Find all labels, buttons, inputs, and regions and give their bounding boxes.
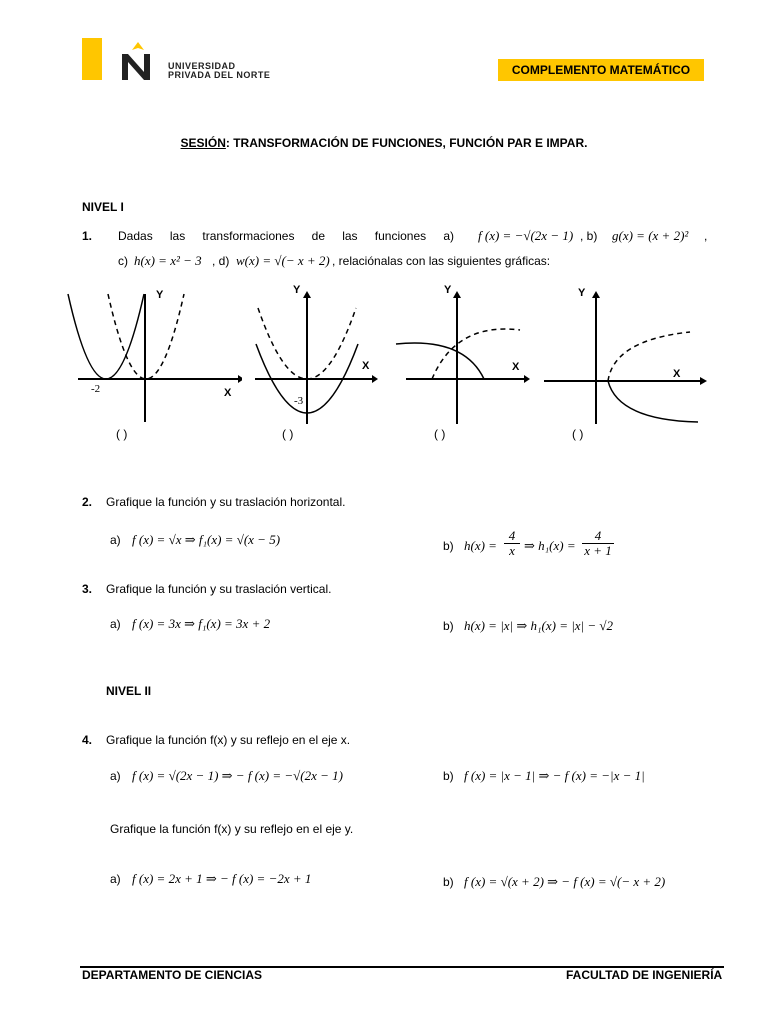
title-prefix: SESIÓN — [180, 136, 226, 150]
q1-text-a: Dadas las transformaciones de las funciones a) — [118, 229, 454, 243]
q2-a-label: a) — [110, 533, 121, 547]
q4-text-2: Grafique la función f(x) y su reflejo en el eje y. — [110, 822, 354, 836]
q4-d-expression: f (x) = √(x + 2) ⇒ − f (x) = √(− x + 2) — [464, 874, 666, 889]
university-line-2: PRIVADA DEL NORTE — [168, 70, 271, 80]
q1-text-c: c) — [118, 254, 128, 268]
graph-4-xlabel: X — [673, 368, 681, 380]
q3-number: 3. — [82, 582, 93, 596]
graph-2-ylabel: Y — [293, 284, 301, 296]
graph-3-answer-blank[interactable]: ( ) — [434, 427, 446, 441]
course-badge: COMPLEMENTO MATEMÁTICO — [498, 59, 704, 81]
q1-function-a: f (x) = −√(2x − 1) — [478, 228, 574, 243]
q4-a-label: a) — [110, 769, 121, 783]
level-1-heading: NIVEL I — [82, 200, 124, 214]
q1-function-b: g(x) = (x + 2)² — [612, 228, 689, 243]
graph-2-answer-blank[interactable]: ( ) — [282, 427, 294, 441]
q2-b-fraction-2 — [582, 529, 614, 558]
q3-b-label: b) — [443, 619, 454, 633]
q1-function-c: h(x) = x² − 3 — [134, 253, 202, 268]
graph-1-answer-blank[interactable]: ( ) — [116, 427, 128, 441]
q2-number: 2. — [82, 495, 93, 509]
graph-2 — [250, 282, 390, 427]
q2-text: Grafique la función y su traslación horizontal. — [106, 495, 346, 509]
q2-b-den-2: x + 1 — [584, 543, 612, 558]
graph-3 — [394, 282, 534, 427]
q2-b-num-1: 4 — [504, 529, 520, 544]
footer-faculty: FACULTAD DE INGENIERÍA — [566, 968, 723, 982]
graph-3-xlabel: X — [512, 361, 520, 373]
q1-text-b: , b) — [580, 229, 598, 243]
graph-1-xlabel: X — [224, 387, 232, 399]
graph-3-ylabel: Y — [444, 284, 452, 296]
q1-comma: , — [704, 229, 708, 243]
graph-3-curve-dashed — [432, 329, 520, 379]
q4-number: 4. — [82, 733, 93, 747]
graph-4-ylabel: Y — [578, 287, 586, 299]
q4-d-label: b) — [443, 875, 454, 889]
graph-4-curve-solid — [608, 381, 698, 422]
q3-text: Grafique la función y su traslación vertical. — [106, 582, 332, 596]
graph-1-ylabel: Y — [156, 289, 164, 301]
page-title — [0, 136, 768, 150]
graph-1-tick: -2 — [91, 383, 101, 395]
level-2-heading: NIVEL II — [106, 684, 152, 698]
q4-c-label: a) — [110, 872, 121, 886]
q2-b-den-1: x — [509, 543, 515, 558]
university-name — [168, 62, 270, 80]
q4-a-expression: f (x) = √(2x − 1) ⇒ − f (x) = −√(2x − 1) — [132, 768, 343, 783]
q2-b-num-2: 4 — [582, 529, 614, 544]
title-rest: : TRANSFORMACIÓN DE FUNCIONES, FUNCIÓN PAR E IMPAR. — [225, 136, 588, 150]
logo-accent-bar — [82, 38, 102, 80]
q3-a-expression: f (x) = 3x ⇒ f₁(x) = 3x + 2 — [132, 616, 271, 631]
q4-b-label: b) — [443, 769, 454, 783]
graph-4-answer-blank[interactable]: ( ) — [572, 427, 584, 441]
graph-3-curve-solid — [396, 343, 484, 379]
q2-b-fraction-1 — [504, 529, 520, 558]
q4-text: Grafique la función f(x) y su reflejo en el eje x. — [106, 733, 351, 747]
q2-a-expression: f (x) = √x ⇒ f₁(x) = √(x − 5) — [132, 532, 281, 547]
q2-b-mid: ⇒ h₁(x) = — [524, 538, 576, 553]
q1-function-d: w(x) = √(− x + 2) — [236, 253, 330, 268]
q2-b-label: b) — [443, 539, 454, 553]
graph-2-tick: -3 — [294, 395, 304, 407]
graph-1-curve-solid — [68, 294, 144, 379]
q1-text-end: , relaciónalas con las siguientes gráficas: — [332, 254, 551, 268]
q4-b-expression: f (x) = |x − 1| ⇒ − f (x) = −|x − 1| — [464, 768, 645, 783]
university-line-1: UNIVERSIDAD — [168, 61, 236, 71]
footer-department: DEPARTAMENTO DE CIENCIAS — [82, 968, 263, 982]
q1-number: 1. — [82, 229, 93, 243]
university-logo — [118, 40, 158, 82]
q4-c-expression: f (x) = 2x + 1 ⇒ − f (x) = −2x + 1 — [132, 871, 312, 886]
graph-1 — [62, 284, 242, 424]
q1-text-d: , d) — [212, 254, 230, 268]
graph-4 — [540, 282, 715, 427]
q3-b-expression: h(x) = |x| ⇒ h₁(x) = |x| − √2 — [464, 618, 614, 633]
q2-b-lhs: h(x) = — [464, 538, 497, 553]
graph-2-xlabel: X — [362, 360, 370, 372]
q3-a-label: a) — [110, 617, 121, 631]
